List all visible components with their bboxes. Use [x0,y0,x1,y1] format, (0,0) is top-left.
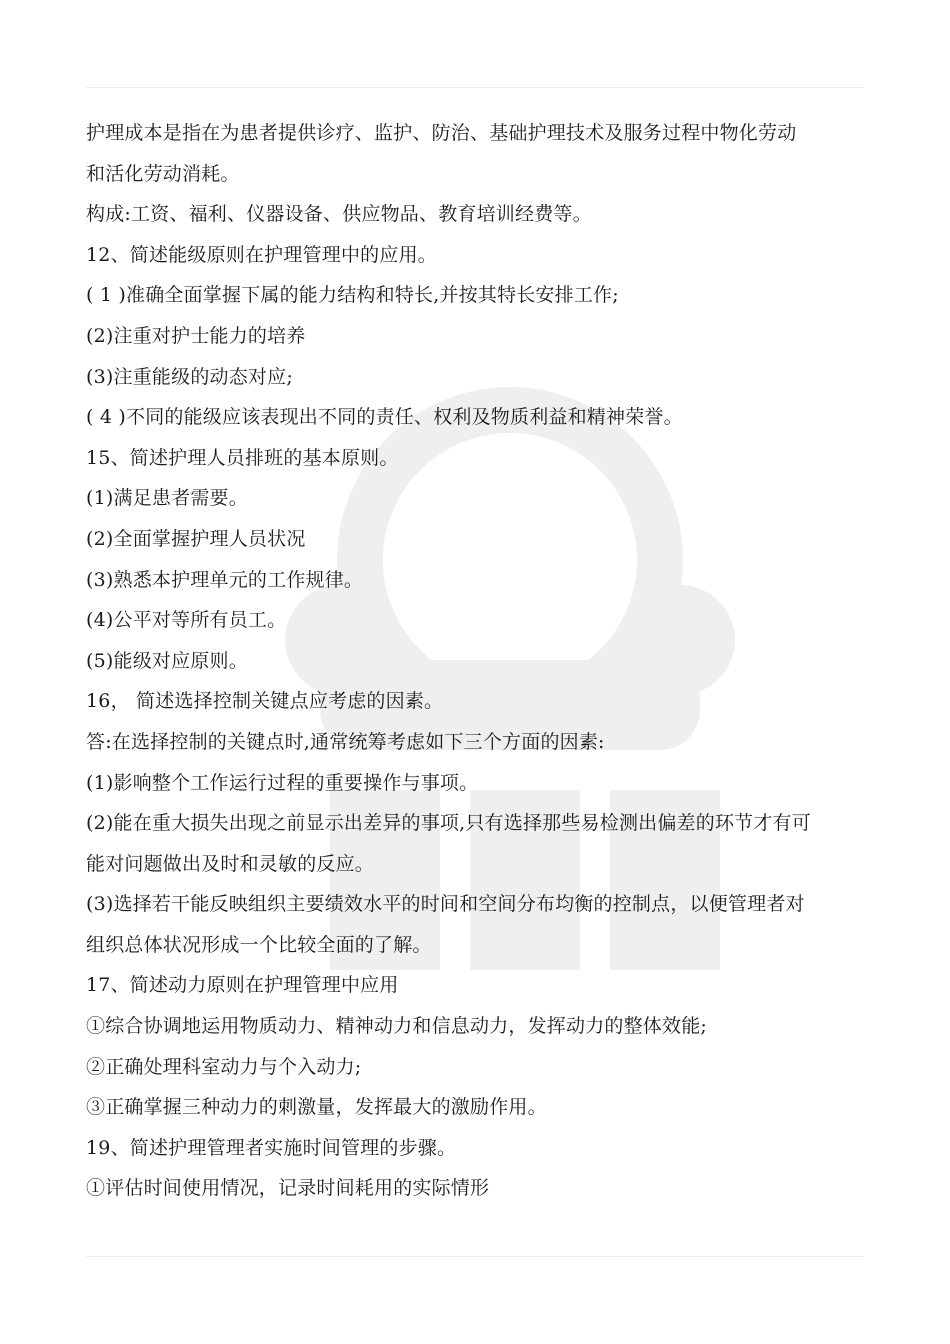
list-item: (3)注重能级的动态对应; [86,365,293,388]
question-heading: 12、简述能级原则在护理管理中的应用。 [86,243,437,266]
footer-rule [86,1256,864,1257]
list-item: (3)选择若干能反映组织主要绩效水平的时间和空间分布均衡的控制点，以便管理者对 [86,893,805,916]
list-item: ( 1 )准确全面掌握下属的能力结构和特长,并按其特长安排工作; [86,284,619,307]
list-item: (3)熟悉本护理单元的工作规律。 [86,568,364,591]
question-heading: 15、简述护理人员排班的基本原则。 [86,446,399,469]
list-item: ①评估时间使用情况，记录时间耗用的实际情形 [86,1177,490,1200]
header-rule [86,87,864,88]
list-item: ②正确处理科室动力与个入动力; [86,1055,362,1078]
question-heading: 19、简述护理管理者实施时间管理的步骤。 [86,1136,457,1159]
question-heading: 17、简述动力原则在护理管理中应用 [86,974,399,997]
question-heading: 16， 简述选择控制关键点应考虑的因素。 [86,690,444,713]
list-item: (4)公平对等所有员工。 [86,609,287,632]
list-item: (2)注重对护士能力的培养 [86,324,306,347]
list-item-continuation: 组织总体状况形成一个比较全面的了解。 [86,933,432,956]
list-item-continuation: 能对问题做出及时和灵敏的反应。 [86,852,375,875]
list-item: ①综合协调地运用物质动力、精神动力和信息动力，发挥动力的整体效能; [86,1015,708,1038]
document-body [86,113,868,1209]
text-line: 护理成本是指在为患者提供诊疗、监护、防治、基础护理技术及服务过程中物化劳动 [86,122,797,144]
answer-intro: 答:在选择控制的关键点时,通常统筹考虑如下三个方面的因素: [86,730,605,753]
list-item: (5)能级对应原则。 [86,649,248,672]
list-item: (2)全面掌握护理人员状况 [86,527,306,550]
list-item: (1)影响整个工作运行过程的重要操作与事项。 [86,771,479,794]
list-item: ③正确掌握三种动力的刺激量，发挥最大的激励作用。 [86,1096,547,1119]
list-item: (2)能在重大损失出现之前显示出差异的事项,只有选择那些易检测出偏差的环节才有可 [86,812,811,835]
list-item: ( 4 )不同的能级应该表现出不同的责任、权利及物质利益和精神荣誉。 [86,406,683,429]
text-line: 和活化劳动消耗。 [86,162,240,185]
text-line: 构成:工资、福利、仪器设备、供应物品、教育培训经费等。 [86,203,592,226]
list-item: (1)满足患者需要。 [86,487,248,510]
